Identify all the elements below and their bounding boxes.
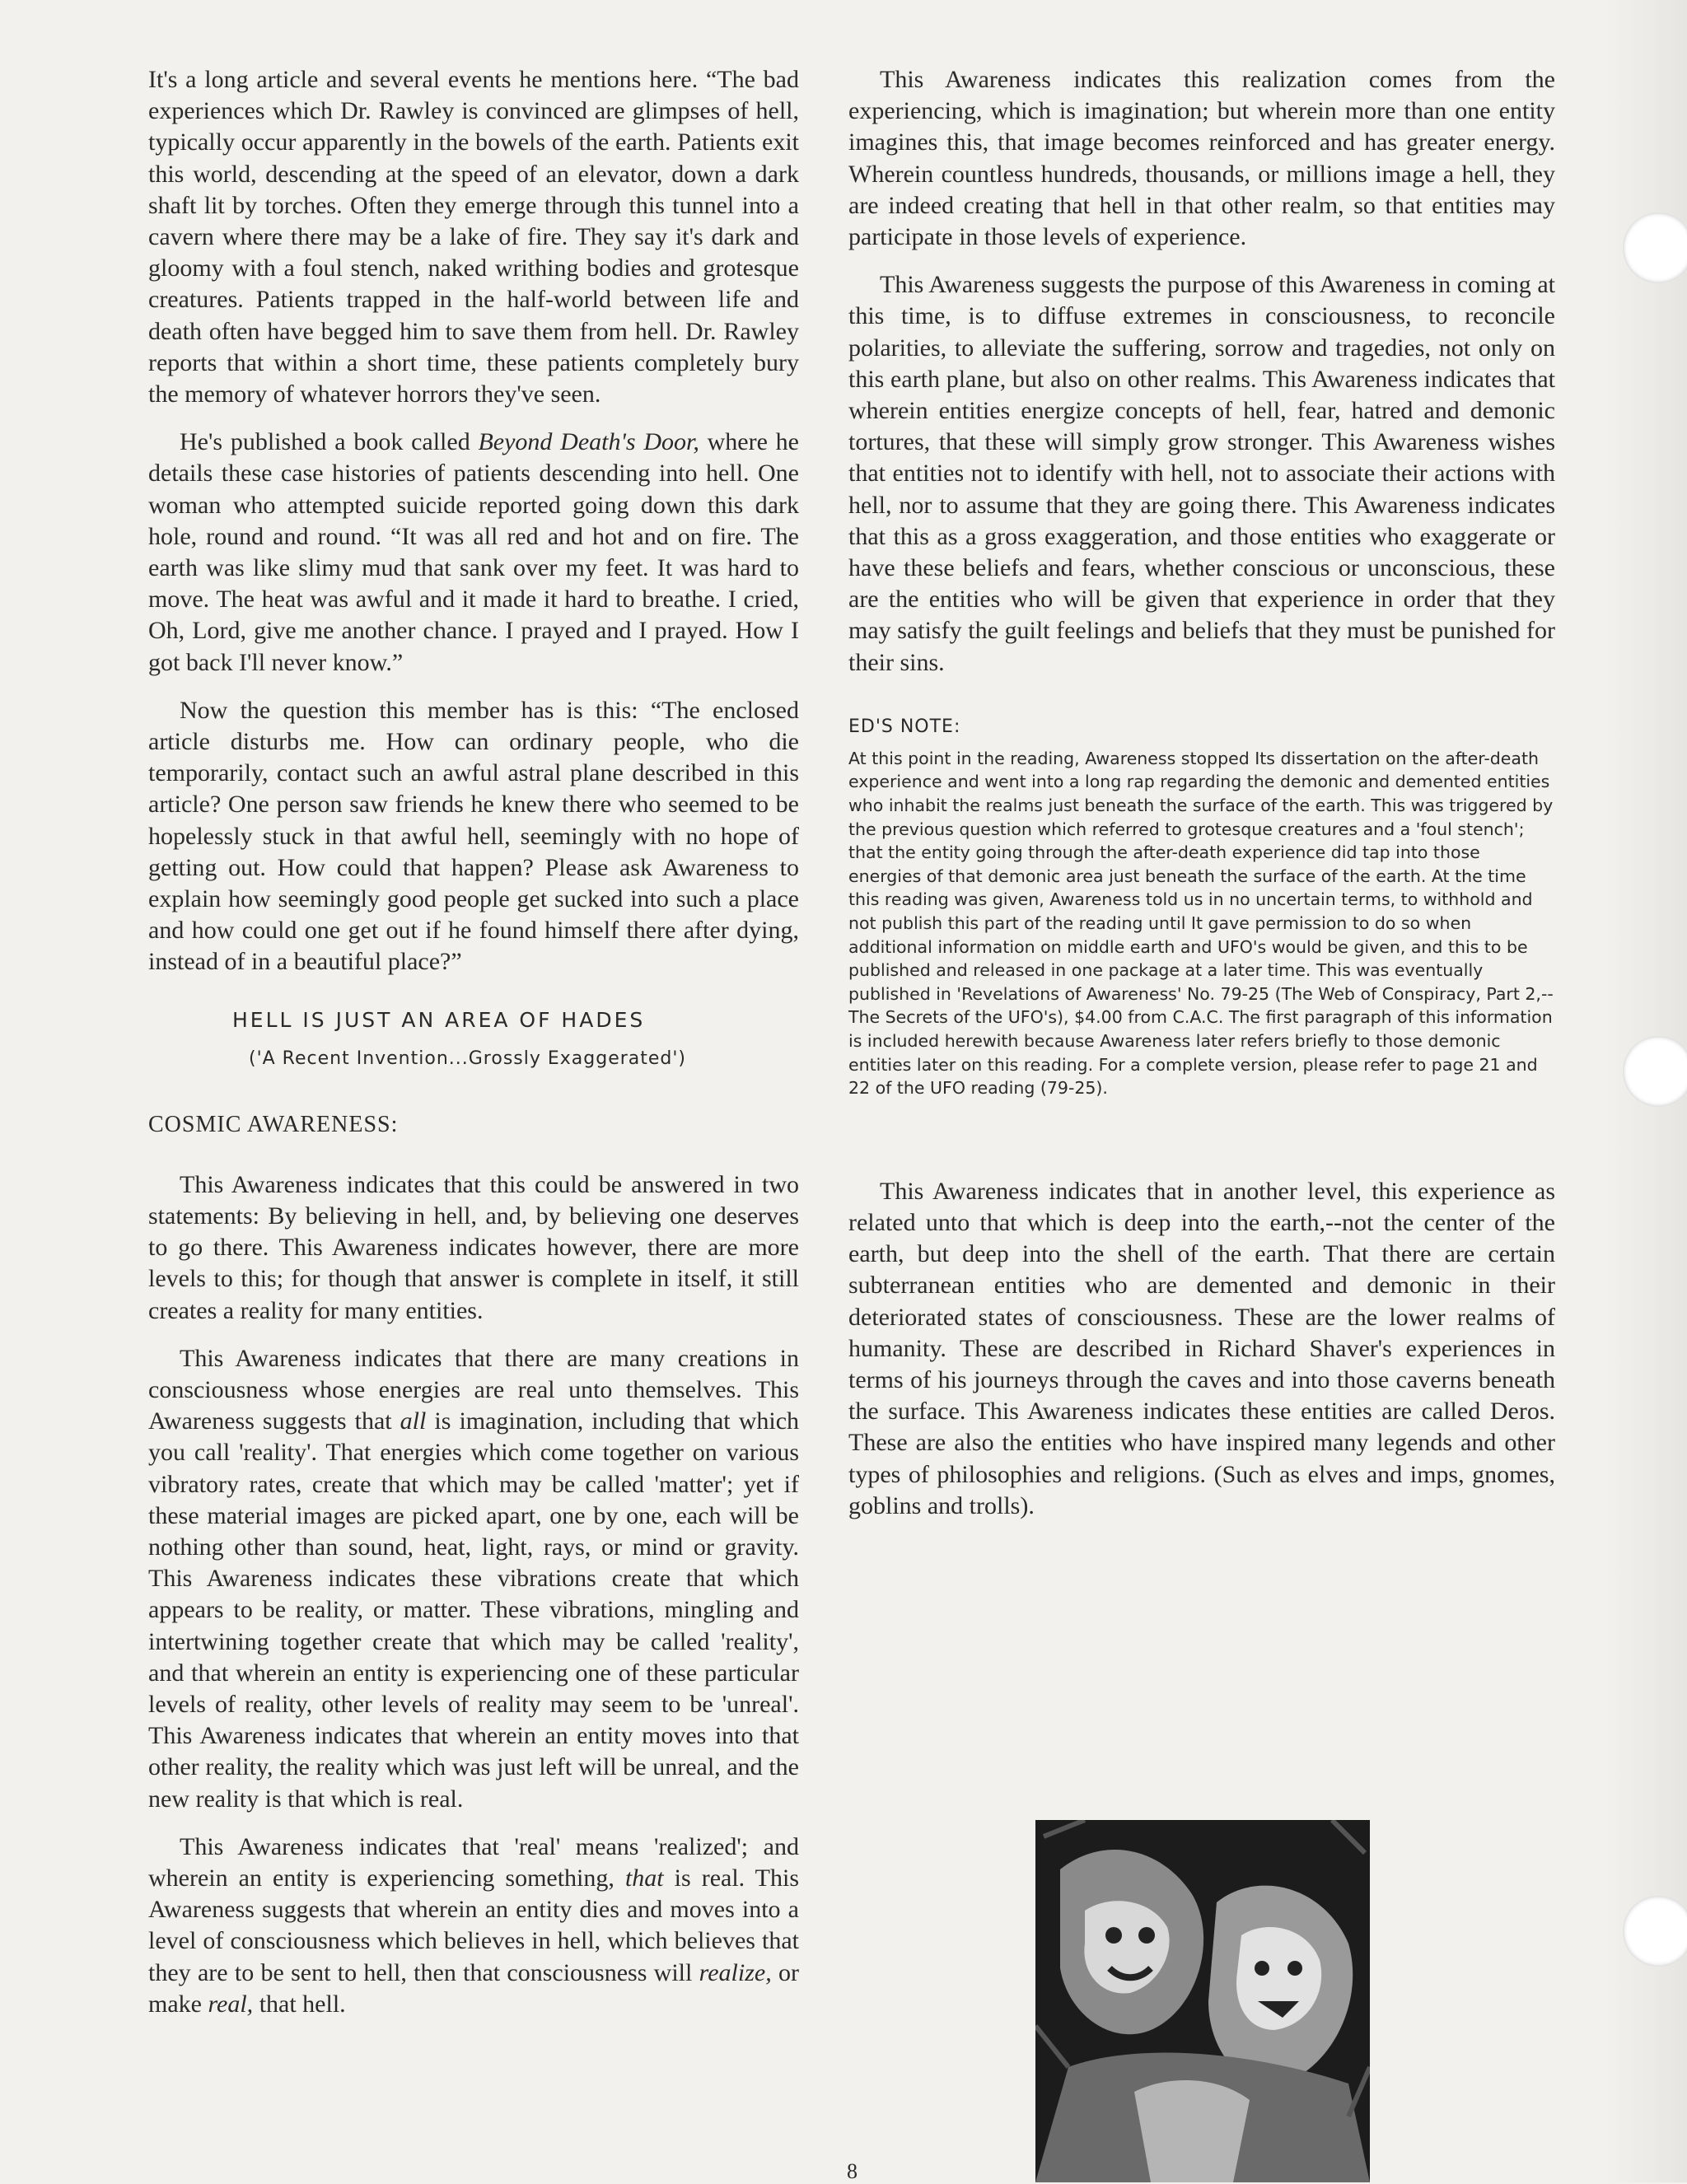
binder-hole-bottom [1623,1896,1687,1967]
paragraph-realization: This Awareness indicates this realization comes from the experiencing, which is imagination; but wherein more than one entity imagines this, that image becomes reinforced and has greater energy. Wherein countless hundreds, thousands, or millions image a hell, they are indeed creating that hell in that other realm, so that entities may participate in those levels of experience. [848,66,1555,251]
emphasis-all: all [400,1407,427,1435]
paragraph-real-means-realized [148,1832,799,2020]
section-heading: HELL IS JUST AN AREA OF HADES [232,1007,646,1032]
paragraph-creations [148,1343,799,1815]
paragraph-real-text-a: This Awareness indicates that 'real' means 'realized'; and wherein an entity is experiencing something, [148,1832,799,1892]
paragraph-real-text-c: or make [148,1958,799,2018]
paragraph-member-question: Now the question this member has is this: “The enclosed article disturbs me. How can ordinary people, who die temporarily, contact such an awful astral plane described in this article? One person saw friends he knew there who seemed to be hopelessly stuck in that awful hell, seemingly with no hope of getting out. How could that happen? Please ask Awareness to explain how seemingly good people get sucked into such a place and how could one get out if he found himself there after dying, instead of in a beautiful place?” [148,696,799,976]
paragraph-real-text-d: that hell. [253,1990,346,2018]
page-number: 8 [847,2159,858,2183]
paragraph-creations-text-a: This Awareness indicates that there are many creations in consciousness whose energies are real unto themselves. This Awareness suggests that [148,1344,799,1435]
demon-illustration-graphic [1035,1820,1370,2182]
editors-note [848,716,1555,1100]
binder-hole-top [1623,212,1687,283]
paragraph-purpose: This Awareness suggests the purpose of this Awareness in coming at this time, is to diffuse extremes in consciousness, to reconcile polarities, to alleviate the suffering, sorrow and tragedies, not only on this earth plane, but also on other realms. This Awareness indicates that wherein entities energize concepts of hell, fear, hatred and demonic tortures, that these will simply grow stronger. This Awareness wishes that entities not to identify with hell, not to associate their actions with hell, nor to assume that they are going there. This Awareness indicates that this as a gross exaggeration, and those entities who exaggerate or have these beliefs and fears, whether conscious or unconscious, these are the entities who will be given that experience in order that they may satisfy the guilt feelings and beliefs that they must be punished for their sins. [848,271,1555,676]
paragraph-deros: This Awareness indicates that in another level, this experience as related unto that which is deep into the earth,--not the center of the earth, but deep into the shell of the earth. That there are certain subterranean entities who are demented and demonic in their deteriorated states of consciousness. These are the lower realms of humanity. These are described in Richard Shaver's experiences in terms of his journeys through the caves and into those caverns beneath the surface. This Awareness indicates these entities are called Deros. These are also the entities who have inspired many legends and other types of philosophies and religions. (Such as elves and imps, gnomes, goblins and trolls). [848,1177,1555,1519]
cosmic-awareness-label: COSMIC AWARENESS: [148,1111,399,1137]
paragraph-book-text-b: where he details these case histories of patients descending into hell. One woman who attempted suicide reported going down this dark hole, round and round. “It was all red and hot and on fire. The earth was like slimy mud that sank over my feet. It was hard to move. The heat was awful and it made it hard to breathe. I cried, Oh, Lord, give me another chance. I prayed and I prayed. How I got back I'll never know.” [148,428,799,676]
emphasis-that: that [624,1864,664,1892]
paragraph-book [148,427,799,679]
editors-note-title: ED'S NOTE: [848,716,961,737]
editors-note-text: At this point in the reading, Awareness stopped Its dissertation on the after-death experience and went into a long rap regarding the demonic and demented entities who inhabit the realms just beneath the surface of the earth. This was triggered by the previous question which referred to grotesque creatures and a 'foul stench'; that the entity going through the after-death experience did tap into those energies of that demonic area just beneath the surface of the earth. At the time this reading was given, Awareness told us in no uncertain terms, to withhold and not publish this part of the reading until It gave permission to do so when additional information on middle earth and UFO's would be given, and this to be published and released in one package at a later time. This was eventually published in 'Revelations of Awareness' No. 79-25 (The Web of Conspiracy, Part 2,--The Secrets of the UFO's), $4.00 from C.A.C. The first paragraph of this information is included herewith because Awareness later refers briefly to those demonic entities later on this reading. For a complete version, please refer to page 21 and 22 of the UFO reading (79-25). [848,748,1554,1099]
paragraph-real-text-b: is real. This Awareness suggests that wherein an entity dies and moves into a level of consciousness which believes in hell, which believes that they are to be sent to hell, then that consciousness will [148,1864,799,1986]
emphasis-realize: realize, [699,1958,772,1986]
paragraph-book-text-a: He's published a book called [180,428,479,456]
paragraph-two-statements: This Awareness indicates that this could be answered in two statements: By believing in hell, and, by believing one deserves to go there. This Awareness indicates however, there are more levels to this; for though that answer is complete in itself, it still creates a reality for many entities. [148,1170,799,1324]
left-column [148,64,799,2037]
book-title: Beyond Death's Door, [478,428,699,456]
paragraph-creations-text-b: is imagination, including that which you call 'reality'. That energies which come together on various vibratory rates, create that which may be called 'matter'; yet if these material images are picked apart, one by one, each will be nothing other than sound, heat, light, rays, or mind or gravity. This Awareness indicates these vibrations create that which appears to be reality, or matter. These vibrations, mingling and intertwining together create that which may be called 'reality', and that wherein an entity is experiencing one of these particular levels of reality, other levels of reality may seem to be 'unreal'. This Awareness indicates that wherein an entity moves into that other reality, the reality which was just left will be unreal, and the new reality is that which is real. [148,1407,800,1813]
paragraph-article-intro: It's a long article and several events he mentions here. “The bad experiences which Dr. Rawley is convinced are glimpses of hell, typically occur apparently in the bowels of the earth. Patients exit this world, descending at the speed of an elevator, down a dark shaft lit by torches. Often they emerge through this tunnel into a cavern where there may be a lake of fire. They say it's dark and gloomy with a foul stench, naked writhing bodies and grotesque creatures. Patients trapped in the half-world between life and death often have begged him to save them from hell. Dr. Rawley reports that within a short time, these patients completely bury the memory of whatever horrors they've seen. [148,66,799,408]
demon-illustration-image [1035,1820,1370,2182]
section-heading-block [148,1008,799,1069]
right-column [848,64,1555,1538]
emphasis-real: real, [208,1990,254,2018]
binder-hole-middle [1623,1036,1687,1107]
section-subheading: ('A Recent Invention...Grossly Exaggerated') [249,1048,687,1069]
